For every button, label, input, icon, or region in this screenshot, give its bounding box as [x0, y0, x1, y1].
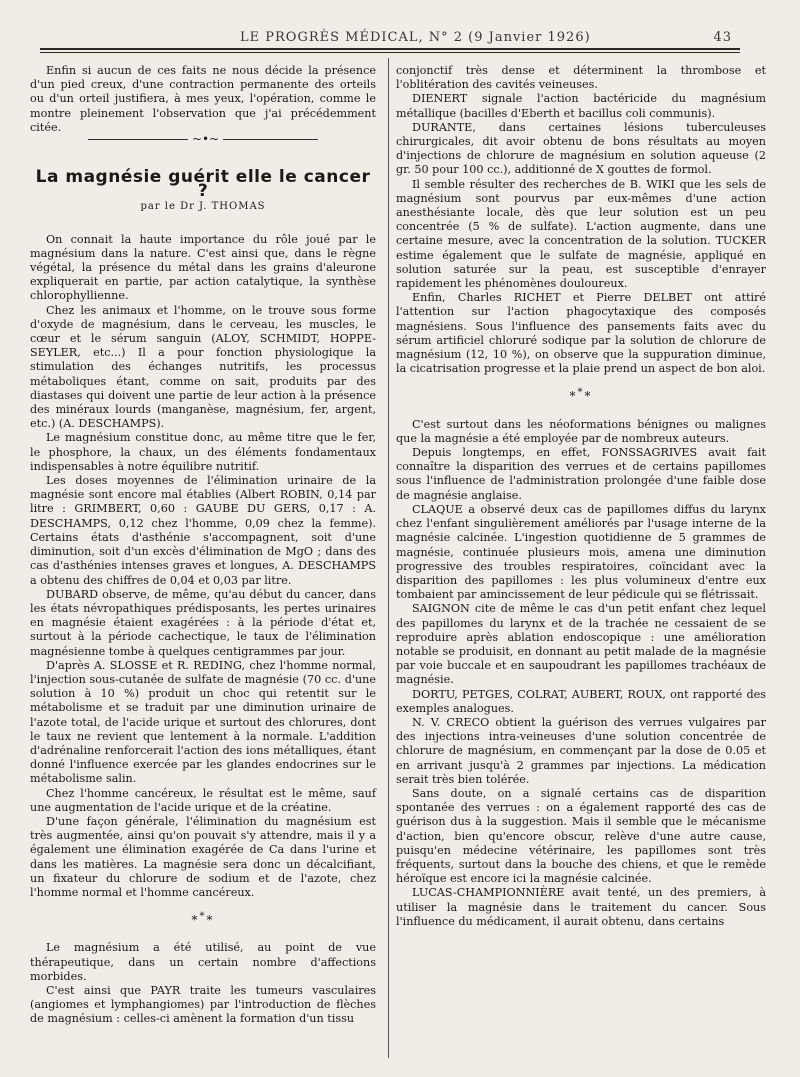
paragraph: Chez l'homme cancéreux, le résultat est le même, sauf une augmentation de l'acide urique et de la créatine.	[30, 786, 376, 814]
paragraph: Sans doute, on a signalé certains cas de disparition spontanée des verrues : on a également rapporté des cas de guérison dus à la suggestion. Mais il semble que le mécanisme d'action, bien qu'encore obscur, relève d'une autre cause, puisqu'en médecine vétérinaire, les papillomes sont très fréquents, surtout dans la bouche des chiens, et que le remède héroïque est encore ici la magnésie calcinée.	[396, 786, 766, 886]
star-glyph: *	[569, 389, 578, 404]
star-glyph: *	[191, 913, 200, 928]
paragraph: LUCAS-CHAMPIONNIÈRE avait tenté, un des premiers, à utiliser la magnésie dans le traitement du cancer. Sous l'influence du médicament, il aurait obtenu, dans certains	[396, 886, 766, 928]
paragraph: DORTU, PETGES, COLRAT, AUBERT, ROUX, ont rapporté des exemples analogues.	[396, 687, 766, 715]
paragraph: Chez les animaux et l'homme, on le trouve sous forme d'oxyde de magnésium, dans le cerveau, les muscles, le cœur et le sérum sanguin (ALOY, SCHMIDT, HOPPE-SEYLER, etc...) Il a pour fonction physiologique la stimulation des échanges nutritifs, les processus métaboliques étant, comme on sait, produits par des diastases qui doivent une partie de leur action à la présence des minéraux lourds (manganèse, magnésium, fer, argent, etc.) (A. DESCHAMPS).	[30, 303, 376, 431]
section-ornament	[88, 132, 318, 147]
left-column	[30, 64, 376, 1027]
page-number: 43	[713, 30, 732, 45]
right-column	[396, 64, 766, 929]
header-rule	[40, 48, 740, 50]
article-byline: par le Dr J. THOMAS	[140, 201, 266, 213]
paragraph: C'est surtout dans les néoformations bénignes ou malignes que la magnésie a été employée par de nombreux auteurs.	[396, 417, 766, 445]
header-rule-thin	[40, 52, 740, 53]
paragraph: DURANTE, dans certaines lésions tuberculeuses chirurgicales, dit avoir obtenu de bons résultats au moyen d'injections de chlorure de magnésium en solution aqueuse (2 gr. 50 pour 100 cc.), additionné de X gouttes de formol.	[396, 120, 766, 177]
running-header	[40, 30, 740, 50]
paragraph: N. V. CRECO obtient la guérison des verrues vulgaires par des injections intra-veineuses d'une solution concentrée de chlorure de magnésium, en commençant par la dose de 0.05 et en arrivant jusqu'à 2 grammes par injections. La médication serait très bien tolérée.	[396, 715, 766, 786]
paragraph: D'après A. SLOSSE et R. REDING, chez l'homme normal, l'injection sous-cutanée de sulfate de magnésie (70 cc. d'une solution à 10 %) produit un choc qui retentit sur le métabolisme et se traduit par une diminution urinaire de l'azote total, de l'acide urique et surtout des chlorures, dont le taux ne revient que lentement à la normale. L'addition d'adrénaline renforcerait l'action des ions métalliques, étant donné l'influence exercée par les glandes endocrines sur le métabolisme salin.	[30, 658, 376, 786]
article-title: La magnésie guérit elle le cancer ?	[35, 167, 371, 202]
paragraph: DIENERT signale l'action bactéricide du magnésium métallique (bacilles d'Eberth et bacillus coli communis).	[396, 92, 766, 120]
paragraph: Enfin, Charles RICHET et Pierre DELBET ont attiré l'attention sur l'action phagocytaxique des composés magnésiens. Sous l'influence des pansements faits avec du sérum artificiel chloruré sodique par la solution de chlorure de magnésium (12, 10 %), on observe que la suppuration diminue, la cicatrisation progresse et la plaie prend un aspect de bon aloi.	[396, 291, 766, 376]
paragraph: D'une façon générale, l'élimination du magnésium est très augmentée, ainsi qu'on pouvait s'y attendre, mais il y a également une élimination exagérée de Ca dans l'urine et dans les matières. La magnésie sera donc un décalcifiant, un fixateur du chlorure de sodium et de l'azote, chez l'homme normal et l'homme cancéreux.	[30, 814, 376, 899]
section-stars: ***	[569, 387, 593, 404]
paragraph: On connait la haute importance du rôle joué par le magnésium dans la nature. C'est ainsi que, dans le règne végétal, la présence du métal dans les grains d'aleurone expliquerait en partie, par action catalytique, la synthèse chlorophyllienne.	[30, 232, 376, 303]
paragraph: Depuis longtemps, en effet, FONSSAGRIVES avait fait connaître la disparition des verrues et de certains papillomes sous l'influence de l'administration prolongée d'une faible dose de magnésie anglaise.	[396, 446, 766, 502]
paragraph: Les doses moyennes de l'élimination urinaire de la magnésie sont encore mal établies (Albert ROBIN, 0,14 par litre : GRIMBERT, 0,60 : GAUBE DU GERS, 0,17 : A. DESCHAMPS, 0,12 chez l'homme, 0,09 chez la femme). Certains états d'asthénie s'accompagnent, soit d'une diminution, soit d'un excès d'élimination de MgO ; dans des cas d'asthénies intenses graves et longues, A. DESCHAMPS a obtenu des chiffres de 0,04 et 0,03 par litre.	[30, 474, 376, 587]
paragraph: DUBARD observe, de même, qu'au début du cancer, dans les états névropathiques prédisposants, les pertes urinaires en magnésie étaient exagérées : à la période d'état et, surtout à la période cachectique, le taux de l'élimination magnésienne tombe à quelques centigrammes par jour.	[30, 587, 376, 658]
intro-paragraph: Enfin si aucun de ces faits ne nous décide la présence d'un pied creux, d'une contraction permanente des orteils ou d'un orteil justifiera, à mes yeux, l'opération, comme le montre pleinement l'observation que j'ai précédemment citée.	[30, 64, 376, 134]
paragraph: SAIGNON cite de même le cas d'un petit enfant chez lequel des papillomes du larynx et de la trachée ne cessaient de se reproduire après ablation endoscopique : une amélioration notable se produisit, en donnant au petit malade de la magnésie par voie buccale et en saupoudrant les papillomes trachéaux de magnésie.	[396, 602, 766, 687]
column-divider	[388, 58, 389, 1058]
running-title: LE PROGRÈS MÉDICAL, N° 2 (9 Janvier 1926)	[240, 30, 591, 45]
paragraph: Le magnésium constitue donc, au même titre que le fer, le phosphore, la chaux, un des éléments fondamentaux indispensables à notre équilibre nutritif.	[30, 431, 376, 473]
paragraph: conjonctif très dense et déterminent la thrombose et l'oblitération des cavités veineuses.	[396, 64, 766, 92]
ornament-glyph: ~•~	[188, 132, 223, 146]
paragraph: CLAQUE a observé deux cas de papillomes diffus du larynx chez l'enfant singulièrement améliorés par l'usage interne de la magnésie calcinée. L'ingestion quotidienne de 5 grammes de magnésie, continuée plusieurs mois, amena une diminution progressive des troubles respiratoires, coïncidant avec la disparition des papillomes : les plus volumineux d'entre eux tombaient par amincissement de leur pédicule qui se flétrissait.	[396, 502, 766, 602]
paragraph: C'est ainsi que PAYR traite les tumeurs vasculaires (angiomes et lymphangiomes) par l'introduction de flèches de magnésium : celles-ci amènent la formation d'un tissu	[30, 983, 376, 1026]
paragraph: Il semble résulter des recherches de B. WIKI que les sels de magnésium sont pourvus par eux-mêmes d'une action anesthésiante locale, dès que leur solution est un peu concentrée (5 % de sulfate). L'action augmente, dans une certaine mesure, avec la concentration de la solution. TUCKER estime également que le sulfate de magnésie, appliqué en solution saturée sur la peau, est susceptible d'enrayer rapidement les phénomènes douloureux.	[396, 177, 766, 291]
paragraph: Le magnésium a été utilisé, au point de vue thérapeutique, dans un certain nombre d'affections morbides.	[30, 941, 376, 983]
section-stars: ***	[191, 911, 215, 928]
